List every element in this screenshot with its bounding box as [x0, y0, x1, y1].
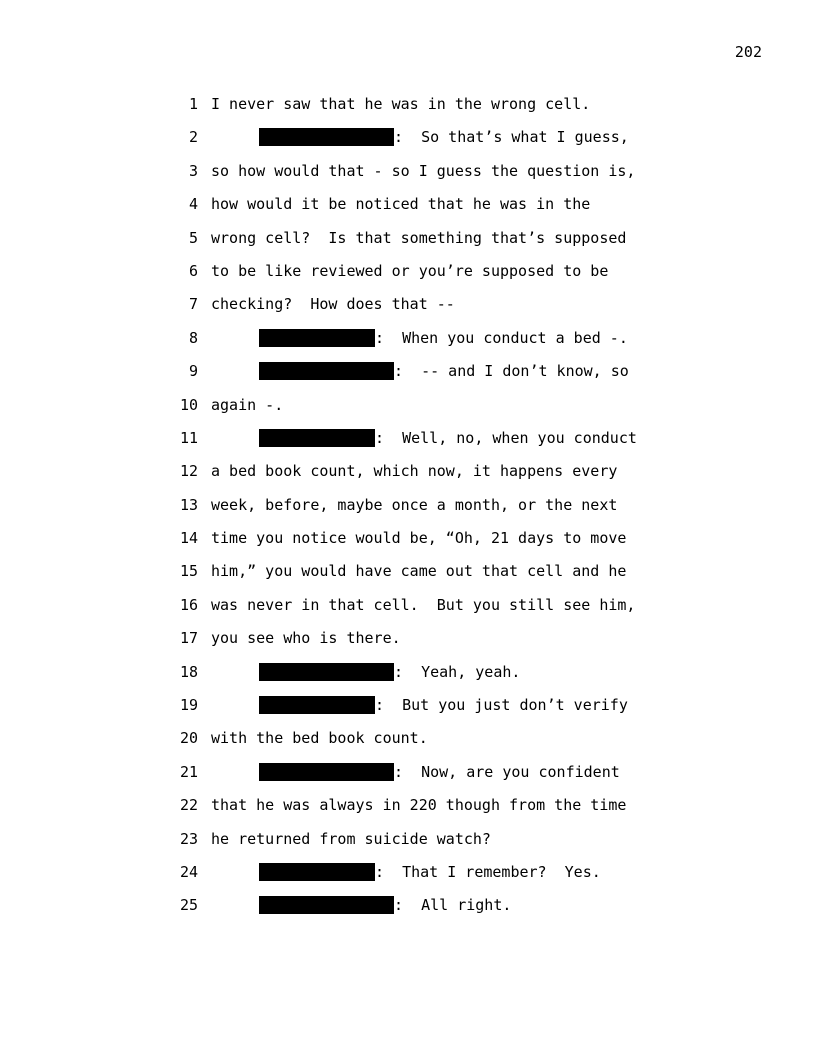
- line-content: : So that’s what I guess,: [394, 128, 629, 147]
- line-content: week, before, maybe once a month, or the next: [211, 495, 618, 514]
- line-number: 11: [179, 428, 198, 447]
- line-content: a bed book count, which now, it happens every: [211, 462, 618, 481]
- line-number: 25: [179, 896, 198, 915]
- line-content: : Now, are you confident: [394, 762, 620, 781]
- transcript-line: [0, 888, 816, 921]
- transcript-line: [0, 588, 816, 621]
- line-number: 9: [188, 362, 198, 381]
- line-number: 8: [188, 328, 198, 347]
- transcript-line: [0, 688, 816, 721]
- line-content: wrong cell? Is that something that’s supposed: [211, 228, 627, 247]
- line-content: with the bed book count.: [211, 729, 428, 748]
- redacted-speaker-name: [259, 362, 394, 380]
- transcript-line: [0, 788, 816, 821]
- line-number: 22: [179, 796, 198, 815]
- line-content: that he was always in 220 though from the time: [211, 796, 627, 815]
- redacted-speaker-name: [259, 696, 375, 714]
- transcript-line: [0, 254, 816, 287]
- transcript-line: [0, 87, 816, 120]
- transcript-line: [0, 388, 816, 421]
- line-number: 12: [179, 462, 198, 481]
- line-content: : That I remember? Yes.: [375, 862, 601, 881]
- line-content: time you notice would be, “Oh, 21 days to move: [211, 529, 627, 548]
- transcript-line: [0, 755, 816, 788]
- speaker-utterance: [259, 329, 628, 347]
- line-text: [211, 529, 626, 547]
- line-number: 7: [188, 295, 198, 314]
- transcript: [0, 87, 816, 922]
- transcript-line: [0, 521, 816, 554]
- line-text: [211, 496, 617, 514]
- line-content: so how would that - so I guess the question is,: [211, 161, 636, 180]
- line-text: [211, 195, 590, 213]
- line-number: 1: [188, 95, 198, 113]
- line-text: [211, 162, 635, 180]
- transcript-line: [0, 454, 816, 487]
- line-content: I never saw that he was in the wrong cell.: [211, 95, 591, 113]
- transcript-line: [0, 421, 816, 454]
- line-text: [211, 295, 455, 313]
- transcript-line: [0, 855, 816, 888]
- line-content: : All right.: [394, 896, 512, 915]
- transcript-line: [0, 488, 816, 521]
- line-number: 2: [188, 128, 198, 147]
- line-text: [211, 462, 617, 480]
- line-text: [211, 95, 590, 113]
- line-number: 19: [179, 696, 198, 715]
- transcript-line: [0, 221, 816, 254]
- line-text: [211, 796, 626, 814]
- line-content: again -.: [211, 395, 284, 414]
- transcript-line: [0, 287, 816, 320]
- transcript-line: [0, 721, 816, 754]
- line-text: [211, 596, 635, 614]
- line-number: 16: [179, 595, 198, 614]
- line-content: : Yeah, yeah.: [394, 662, 521, 681]
- line-content: : But you just don’t verify: [375, 696, 628, 715]
- line-content: : When you conduct a bed -.: [375, 328, 628, 347]
- speaker-utterance: [259, 863, 601, 881]
- line-number: 15: [179, 562, 198, 581]
- line-content: you see who is there.: [211, 629, 401, 648]
- line-text: [211, 629, 401, 647]
- redacted-speaker-name: [259, 128, 394, 146]
- line-number: 5: [188, 228, 198, 247]
- transcript-line: [0, 655, 816, 688]
- line-number: 3: [188, 161, 198, 180]
- line-number: 14: [179, 529, 198, 548]
- transcript-line: [0, 621, 816, 654]
- page-number: 202: [734, 43, 762, 61]
- line-content: he returned from suicide watch?: [211, 829, 491, 848]
- line-text: [211, 396, 283, 414]
- line-number: 23: [179, 829, 198, 848]
- transcript-line: [0, 187, 816, 220]
- redacted-speaker-name: [259, 863, 375, 881]
- line-content: checking? How does that --: [211, 295, 455, 314]
- speaker-utterance: [259, 896, 511, 914]
- transcript-line: [0, 154, 816, 187]
- transcript-line: [0, 354, 816, 387]
- redacted-speaker-name: [259, 429, 375, 447]
- line-number: 20: [179, 729, 198, 748]
- line-content: to be like reviewed or you’re supposed to be: [211, 261, 609, 280]
- redacted-speaker-name: [259, 763, 394, 781]
- transcript-line: [0, 321, 816, 354]
- transcript-line: [0, 120, 816, 153]
- line-number: 6: [188, 261, 198, 280]
- line-content: him,” you would have came out that cell and he: [211, 562, 627, 581]
- line-number: 21: [179, 762, 198, 781]
- line-number: 10: [179, 395, 198, 414]
- line-number: 4: [188, 195, 198, 214]
- redacted-speaker-name: [259, 896, 394, 914]
- transcript-line: [0, 822, 816, 855]
- line-text: [211, 229, 626, 247]
- line-text: [211, 562, 626, 580]
- line-content: was never in that cell. But you still see him,: [211, 595, 636, 614]
- line-number: 13: [179, 495, 198, 514]
- line-number: 24: [179, 862, 198, 881]
- line-text: [211, 830, 491, 848]
- line-content: how would it be noticed that he was in the: [211, 195, 591, 214]
- speaker-utterance: [259, 362, 629, 380]
- line-content: : -- and I don’t know, so: [394, 362, 629, 381]
- line-text: [211, 262, 608, 280]
- speaker-utterance: [259, 429, 637, 447]
- line-number: 17: [179, 629, 198, 648]
- line-number: 18: [179, 662, 198, 681]
- line-text: [211, 729, 428, 747]
- speaker-utterance: [259, 696, 628, 714]
- speaker-utterance: [259, 663, 520, 681]
- speaker-utterance: [259, 763, 620, 781]
- transcript-line: [0, 554, 816, 587]
- line-content: : Well, no, when you conduct: [375, 428, 637, 447]
- redacted-speaker-name: [259, 663, 394, 681]
- redacted-speaker-name: [259, 329, 375, 347]
- speaker-utterance: [259, 128, 629, 146]
